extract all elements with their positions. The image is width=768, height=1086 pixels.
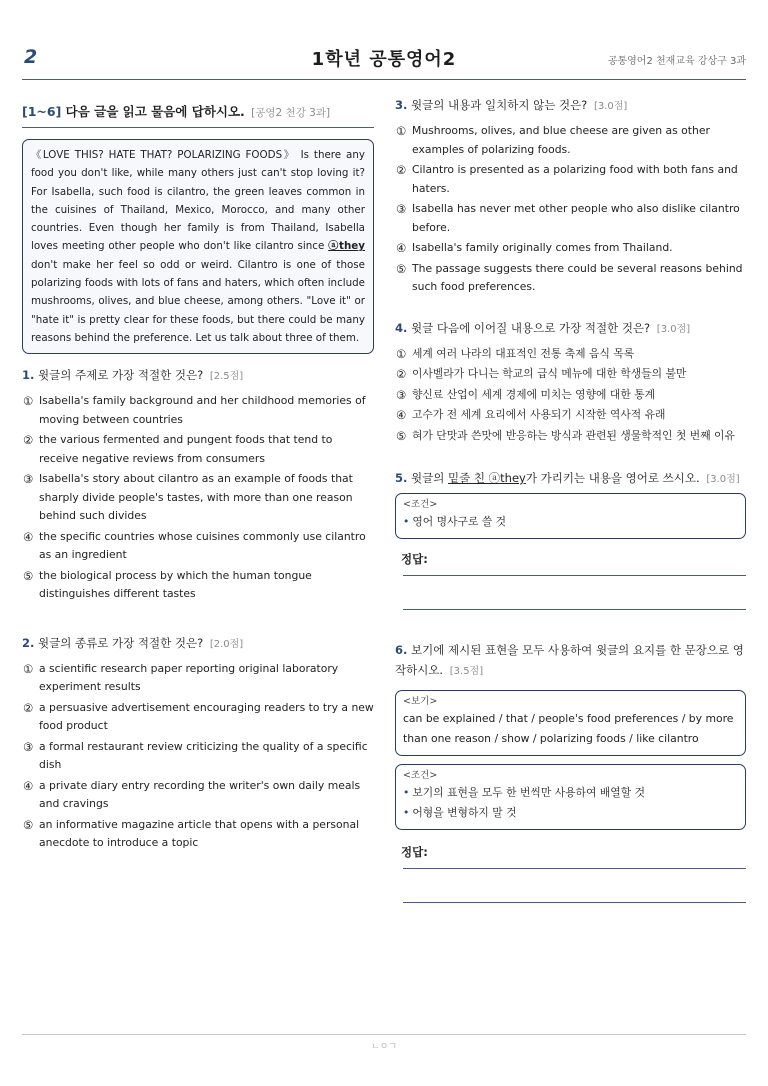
answer-option-3[interactable] bbox=[395, 386, 746, 405]
question-2 bbox=[22, 634, 374, 853]
bogi-text: can be explained / that / people's food preferences / by more than one reason / show / polarizing foods / like cilantro bbox=[403, 712, 734, 745]
section-range: [1~6] bbox=[22, 104, 62, 119]
bogi-label: <보기> bbox=[403, 696, 438, 707]
question-number: 4. bbox=[395, 320, 408, 335]
question-points: [3.0점] bbox=[593, 101, 628, 112]
option-marker: ⑤ bbox=[23, 817, 34, 832]
answer-options bbox=[395, 345, 746, 446]
option-marker: ③ bbox=[396, 202, 407, 216]
option-marker: ⑤ bbox=[396, 428, 407, 443]
question-points: [3.0점] bbox=[706, 474, 740, 485]
footer-mark: ㄴㅇㄱ bbox=[370, 1042, 398, 1052]
question-3 bbox=[395, 96, 746, 297]
answer-options bbox=[22, 392, 374, 604]
option-marker: ④ bbox=[23, 778, 34, 793]
option-marker: ④ bbox=[396, 241, 407, 255]
bogi-box bbox=[395, 690, 746, 756]
option-marker: ① bbox=[396, 346, 407, 361]
option-marker: ③ bbox=[396, 387, 407, 402]
footer-divider bbox=[22, 1034, 746, 1035]
condition-label: <조건> bbox=[403, 770, 438, 781]
answer-line[interactable] bbox=[403, 575, 746, 576]
passage-text-after: don't make her feel so odd or weird. Cilantro is one of those polarizing foods with lots of fans and haters, which often include mushrooms, olives, and blue cheese, among others. "Love it" or "hate it" is pretty clear for these foods, but there could be many reasons behind the preference. Let us talk about three of them. bbox=[31, 258, 365, 344]
answer-label: 정답: bbox=[401, 552, 428, 566]
option-text: a formal restaurant review criticizing the quality of a specific dish bbox=[39, 739, 368, 772]
question-text: 윗글의 내용과 일치하지 않는 것은? bbox=[411, 98, 588, 112]
option-text: 이사벨라가 다니는 학교의 급식 메뉴에 대한 학생들의 불만 bbox=[412, 367, 687, 380]
question-number: 1. bbox=[22, 368, 35, 383]
option-marker: ① bbox=[23, 394, 34, 409]
option-marker: ③ bbox=[23, 472, 34, 487]
answer-option-2[interactable] bbox=[22, 431, 374, 468]
answer-option-5[interactable] bbox=[395, 427, 746, 446]
question-6 bbox=[395, 640, 746, 903]
section-source: [공영2 천강 3과] bbox=[251, 107, 331, 119]
answer-option-5[interactable] bbox=[395, 260, 746, 297]
reading-passage bbox=[22, 139, 374, 354]
page-subtitle: 공통영어2 천재교육 강상구 3과 bbox=[607, 56, 746, 67]
answer-label: 정답: bbox=[401, 845, 428, 859]
answer-option-5[interactable] bbox=[22, 816, 374, 853]
passage-text-before: 《LOVE THIS? HATE THAT? POLARIZING FOODS》 Is there any food you don't like, while many others just can't stop loving it? For Isabella, such food is cilantro, the green leaves common in the cuisines of Thailand, Mexico, Morocco, and many other countries. Even though her family is from Thailand, Isabella loves meeting other people who don't like cilantro since bbox=[31, 149, 365, 253]
answer-option-1[interactable] bbox=[22, 392, 374, 429]
option-text: Isabella's story about cilantro as an example of foods that sharply divide people's tastes, with more than one reason behind such divides bbox=[39, 472, 353, 523]
option-text: an informative magazine article that opens with a personal anecdote to introduce a topic bbox=[39, 817, 360, 850]
condition-label: <조건> bbox=[403, 499, 438, 510]
question-6-title bbox=[395, 640, 746, 682]
answer-option-3[interactable] bbox=[395, 200, 746, 237]
option-text: Mushrooms, olives, and blue cheese are given as other examples of polarizing foods. bbox=[412, 124, 710, 156]
left-column bbox=[22, 102, 374, 855]
answer-option-5[interactable] bbox=[22, 567, 374, 604]
option-text: 세계 여러 나라의 대표적인 전통 축제 음식 목록 bbox=[412, 346, 635, 360]
answer-option-2[interactable] bbox=[395, 161, 746, 198]
page-number: 2 bbox=[24, 46, 38, 68]
question-points: [2.5점] bbox=[209, 371, 244, 383]
option-marker: ② bbox=[23, 433, 34, 448]
answer-area[interactable] bbox=[395, 844, 746, 903]
question-number: 6. bbox=[395, 643, 408, 657]
bullet-icon: • bbox=[403, 786, 410, 799]
answer-option-1[interactable] bbox=[395, 345, 746, 364]
bullet-icon: • bbox=[403, 806, 410, 819]
right-column bbox=[395, 96, 746, 903]
question-number: 3. bbox=[395, 98, 408, 112]
option-text: 향신료 산업이 세계 경제에 미치는 영향에 대한 통계 bbox=[412, 387, 656, 401]
option-marker: ⑤ bbox=[396, 261, 407, 276]
option-marker: ④ bbox=[396, 408, 407, 422]
question-points: [3.0점] bbox=[656, 323, 691, 335]
question-text: 윗글의 종류로 가장 적절한 것은? bbox=[38, 635, 204, 650]
condition-text: 영어 명사구로 쓸 것 bbox=[412, 515, 507, 528]
answer-option-4[interactable] bbox=[22, 777, 374, 814]
answer-line[interactable] bbox=[403, 902, 746, 903]
question-text-after: 가 가리키는 내용을 영어로 쓰시오. bbox=[525, 471, 700, 485]
question-number: 2. bbox=[22, 635, 35, 650]
condition-text: 보기의 표현을 모두 한 번씩만 사용하여 배열할 것 bbox=[412, 786, 645, 799]
answer-option-1[interactable] bbox=[395, 122, 746, 159]
condition-item bbox=[403, 803, 738, 823]
option-text: 혀가 단맛과 쓴맛에 반응하는 방식과 관련된 생물학적인 첫 번째 이유 bbox=[412, 428, 735, 442]
answer-option-1[interactable] bbox=[22, 660, 374, 697]
option-text: 고수가 전 세계 요리에서 사용되기 시작한 역사적 유래 bbox=[412, 408, 666, 421]
answer-line[interactable] bbox=[403, 609, 746, 610]
answer-options bbox=[22, 660, 374, 853]
question-text: 윗글 다음에 이어질 내용으로 가장 적절한 것은? bbox=[411, 320, 651, 335]
question-text: 윗글의 주제로 가장 적절한 것은? bbox=[38, 368, 204, 383]
question-points: [3.5점] bbox=[449, 666, 484, 677]
condition-text: 어형을 변형하지 말 것 bbox=[412, 806, 517, 819]
question-5 bbox=[395, 469, 746, 610]
option-marker: ⑤ bbox=[23, 568, 34, 583]
page-title: 1학년 공통영어2 bbox=[311, 49, 457, 70]
condition-box bbox=[395, 764, 746, 830]
page-header bbox=[22, 40, 746, 80]
passage-marked-word: ⓐthey bbox=[328, 240, 365, 253]
answer-line[interactable] bbox=[403, 868, 746, 869]
option-text: a persuasive advertisement encouraging readers to try a new food product bbox=[39, 700, 374, 733]
option-marker: ③ bbox=[23, 739, 34, 754]
question-5-title bbox=[395, 469, 746, 489]
question-1 bbox=[22, 366, 374, 604]
option-marker: ① bbox=[396, 124, 407, 138]
answer-option-3[interactable] bbox=[22, 738, 374, 775]
answer-option-2[interactable] bbox=[395, 365, 746, 384]
option-marker: ② bbox=[23, 700, 34, 715]
question-4-title bbox=[395, 319, 746, 339]
answer-option-3[interactable] bbox=[22, 470, 374, 526]
question-1-title bbox=[22, 366, 374, 386]
option-text: a scientific research paper reporting original laboratory experiment results bbox=[39, 661, 339, 694]
answer-option-2[interactable] bbox=[22, 699, 374, 736]
answer-area[interactable] bbox=[395, 551, 746, 610]
option-marker: ④ bbox=[23, 529, 34, 544]
option-text: Isabella has never met other people who also dislike cilantro before. bbox=[412, 202, 740, 234]
section-instruction: 다음 글을 읽고 물음에 답하시오. bbox=[65, 104, 245, 119]
option-text: The passage suggests there could be several reasons behind such food preferences. bbox=[412, 261, 743, 293]
question-underlined-text: 밑줄 친 ⓐthey bbox=[448, 471, 526, 485]
question-text: 보기에 제시된 표현을 모두 사용하여 윗글의 요지를 한 문장으로 영작하시오. bbox=[395, 643, 744, 677]
option-text: Isabella's family background and her childhood memories of moving between countries bbox=[39, 394, 366, 426]
question-points: [2.0점] bbox=[209, 638, 244, 650]
condition-item bbox=[403, 512, 738, 532]
question-number: 5. bbox=[395, 471, 408, 485]
bullet-icon: • bbox=[403, 515, 410, 528]
question-4 bbox=[395, 319, 746, 446]
answer-option-4[interactable] bbox=[395, 406, 746, 425]
option-text: the specific countries whose cuisines commonly use cilantro as an ingredient bbox=[39, 529, 366, 562]
condition-item bbox=[403, 783, 738, 803]
answer-option-4[interactable] bbox=[22, 528, 374, 565]
option-marker: ① bbox=[23, 661, 34, 676]
question-2-title bbox=[22, 634, 374, 654]
section-heading bbox=[22, 102, 374, 128]
option-text: a private diary entry recording the writer's own daily meals and cravings bbox=[39, 778, 361, 811]
answer-options bbox=[395, 122, 746, 297]
option-text: Isabella's family originally comes from Thailand. bbox=[412, 241, 673, 254]
option-marker: ② bbox=[396, 367, 407, 381]
option-text: the biological process by which the human tongue distinguishes different tastes bbox=[39, 568, 312, 601]
answer-option-4[interactable] bbox=[395, 239, 746, 258]
condition-box bbox=[395, 493, 746, 539]
option-marker: ② bbox=[396, 163, 407, 177]
question-text: 윗글의 bbox=[411, 471, 449, 485]
option-text: Cilantro is presented as a polarizing food with both fans and haters. bbox=[412, 163, 738, 195]
question-3-title bbox=[395, 96, 746, 116]
option-text: the various fermented and pungent foods that tend to receive negative reviews from consumers bbox=[39, 433, 333, 465]
